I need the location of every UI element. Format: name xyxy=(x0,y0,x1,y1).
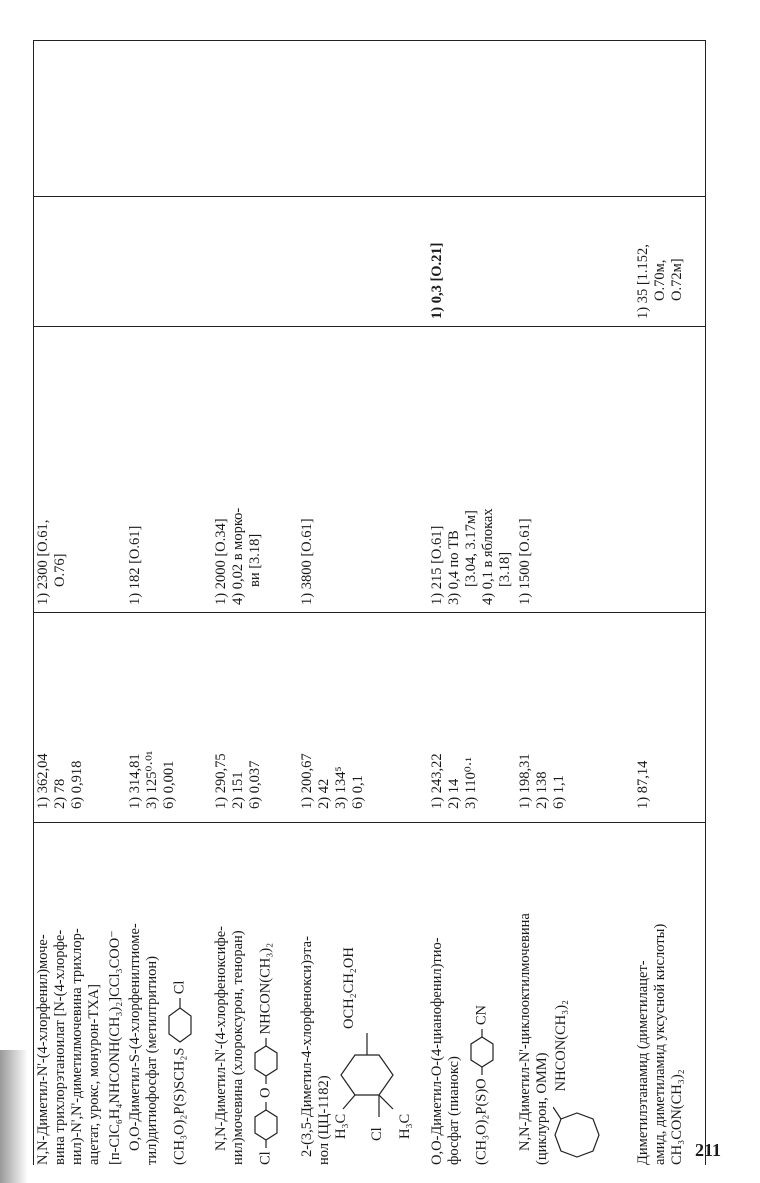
name-line: N,N-Диметил-N'-(4-хлорфенил)моче- xyxy=(35,934,51,1165)
toxicity xyxy=(517,450,534,605)
name-line: тил)дитиофосфат (метилтритион) xyxy=(144,956,160,1165)
tox-line: 1) 1500 [O.61] xyxy=(517,518,533,605)
formula-structure xyxy=(253,827,279,1165)
compound-name xyxy=(429,827,495,1165)
extra-line: 1) 0,3 [O.21] xyxy=(429,242,445,319)
col-rule-2 xyxy=(33,612,705,613)
prop-line: 1) 198,31 xyxy=(517,753,533,809)
prop-line: 1) 243,22 xyxy=(429,753,445,809)
prop-line: 1) 314,81 xyxy=(127,753,143,809)
tox-line: [3.04, 3.17м] xyxy=(463,510,479,587)
benzene-ring-icon xyxy=(167,998,193,1044)
prop-line: 6) 0,037 xyxy=(247,760,263,809)
prop-line: 1) 362,04 xyxy=(35,753,51,809)
prop-line: 2) 151 xyxy=(230,771,246,809)
name-line: (циклурон, ОММ) xyxy=(534,1052,550,1165)
formula-structure xyxy=(469,827,495,1165)
cyclooctyl-ring-icon xyxy=(553,1095,613,1165)
name-line: амид, диметиламид уксусной кислоты) xyxy=(652,923,668,1165)
properties xyxy=(429,705,480,809)
properties xyxy=(635,705,652,809)
benzene-ring-icon xyxy=(253,1102,279,1148)
properties xyxy=(213,705,264,809)
tox-line: 1) 215 [O.61] xyxy=(429,525,445,605)
prop-line: 2) 138 xyxy=(534,771,550,809)
toxicity xyxy=(299,450,316,605)
formula-tail: CN xyxy=(473,1004,490,1026)
page-number: 211 xyxy=(695,1140,722,1160)
name-line: N,N-Диметил-N'-(4-хлорфеноксифе- xyxy=(213,925,229,1151)
name-line: O,O-Диметил-S-(4-хлорфенилтиоме- xyxy=(127,923,143,1151)
toxicity xyxy=(35,450,69,605)
compound-name xyxy=(127,827,193,1165)
bottom-rule xyxy=(705,40,706,1165)
tox-line: 3) 0,4 по ТВ xyxy=(446,530,462,605)
extra-line: O.72м] xyxy=(669,258,685,301)
toxicity xyxy=(213,450,264,605)
name-line: CH₃CON(CH₃)₂ xyxy=(669,1069,685,1165)
name-line: нил)мочевина (хлороксурон, тенoран) xyxy=(230,930,246,1165)
prop-line: 6) 1,1 xyxy=(551,775,567,809)
prop-line: 3) 125⁰·⁰¹ xyxy=(144,750,160,809)
formula-tail: NHCON(CH₃)₂ xyxy=(257,942,274,1035)
formula: (CH₃O)₂P(S)SCH₂S xyxy=(171,1047,188,1165)
compound-name xyxy=(517,827,613,1165)
formula-structure xyxy=(553,827,613,1165)
name-line: нол (ЦЦ-1182) xyxy=(316,1075,332,1165)
col-rule-5 xyxy=(33,40,705,41)
tox-line: O.76] xyxy=(52,553,68,587)
name-line: нил)-N',N'-диметилмочевина трихлор- xyxy=(69,928,85,1165)
prop-line: 6) 0,918 xyxy=(69,760,85,809)
prop-line: 1) 87,14 xyxy=(635,760,651,809)
properties xyxy=(517,705,568,809)
struct-label-me2: H₃C xyxy=(397,1113,413,1139)
name-line: Диметилэтанамид (диметилацет- xyxy=(635,960,651,1165)
rotated-table xyxy=(35,40,720,1165)
prop-line: 2) 78 xyxy=(52,778,68,809)
benzene-ring-icon xyxy=(253,1038,279,1084)
compound-name xyxy=(35,827,124,1165)
struct-label-me1: H₃C xyxy=(333,1113,349,1139)
name-line: фосфат (пианокс) xyxy=(446,1056,462,1165)
properties xyxy=(35,705,86,809)
formula: NHCON(CH₃)₂ xyxy=(553,999,569,1092)
struct-label-cl: Cl xyxy=(369,1127,385,1141)
col-rule-4 xyxy=(33,196,705,197)
name-line: ацетат, урокс, монурон-ТХА] xyxy=(86,984,102,1165)
prop-line: 6) 0,1 xyxy=(350,775,366,809)
prop-line: 3) 110⁰·¹ xyxy=(463,757,479,809)
name-line: 2-(3,5-Диметил-4-хлорфенокси)эта- xyxy=(299,936,315,1157)
extra-data xyxy=(635,149,686,319)
tox-line: 1) 2000 [O.34] xyxy=(213,518,229,605)
extra-data xyxy=(429,149,446,319)
formula-tail: Cl xyxy=(171,980,188,995)
top-rule xyxy=(33,40,34,1165)
tox-line: 4) 0,02 в морко- xyxy=(230,507,246,605)
properties xyxy=(127,705,178,809)
tox-line: [3.18] xyxy=(497,551,513,587)
compound-name xyxy=(213,827,279,1165)
prop-line: 2) 14 xyxy=(446,778,462,809)
name-line: O,O-Диметил-O-(4-цианофенил)тио- xyxy=(429,937,445,1165)
prop-line: 6) 0,001 xyxy=(161,760,177,809)
extra-line: 1) 35 [1.152, xyxy=(635,244,651,319)
struct-label-top: OCH₂CH₂OH xyxy=(341,947,357,1029)
prop-line: 1) 290,75 xyxy=(213,753,229,809)
tox-line: 1) 3800 [O.61] xyxy=(299,518,315,605)
prop-line: 3) 134⁵ xyxy=(333,766,349,809)
compound-name xyxy=(299,827,433,1165)
formula-mid: O xyxy=(257,1087,274,1099)
prop-line: 1) 200,67 xyxy=(299,753,315,809)
formula-structure xyxy=(167,827,193,1165)
tox-line: 1) 2300 [O.61, xyxy=(35,519,51,605)
extra-line: O.70м, xyxy=(652,259,668,301)
tox-line: 1) 182 [O.61] xyxy=(127,525,143,605)
toxicity xyxy=(127,450,144,605)
compound-name xyxy=(635,827,686,1165)
properties xyxy=(299,705,367,809)
name-line: вина трихлорэтаноилат [N-(4-хлорфе- xyxy=(52,929,68,1165)
formula: [п-ClC₆H₄NHCONH(CH₃)₂]CCl₃COO⁻ xyxy=(107,930,123,1165)
formula: Cl xyxy=(257,1151,274,1165)
col-rule-3 xyxy=(33,326,705,327)
tox-line: ви [3.18] xyxy=(247,533,263,587)
scan-shadow xyxy=(0,1050,28,1183)
col-rule-1 xyxy=(33,822,705,823)
formula: (CH₃O)₂P(S)O xyxy=(473,1078,490,1165)
tox-line: 4) 0,1 в яблоках xyxy=(480,508,496,605)
toxicity xyxy=(429,450,514,605)
prop-line: 2) 42 xyxy=(316,778,332,809)
benzene-ring-icon xyxy=(469,1029,495,1075)
name-line: N,N-Диметил-N'-циклооктилмочевина xyxy=(517,913,533,1151)
